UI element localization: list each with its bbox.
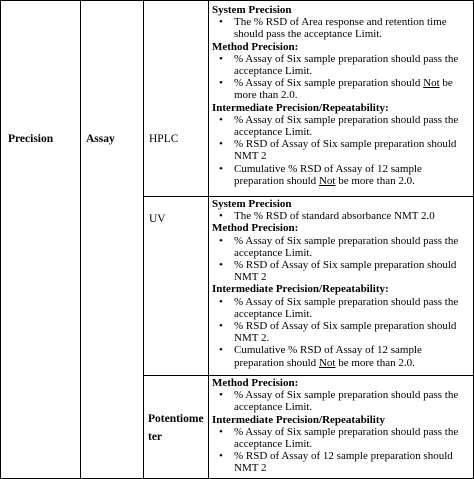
criteria-list [210, 16, 472, 40]
criteria-cell-hplc [210, 4, 472, 187]
table-border-top [0, 0, 474, 1]
criteria-item [210, 77, 472, 101]
parameter-cell: Precision [8, 133, 54, 145]
criteria-item [210, 138, 472, 162]
criteria-heading: System Precision [212, 198, 292, 210]
criteria-list [210, 114, 472, 187]
criteria-text: be more than 2.0. [335, 174, 415, 187]
criteria-text: be more than 2.0. [234, 77, 453, 102]
criteria-list [210, 426, 472, 475]
criteria-item [210, 426, 472, 450]
criteria-list [210, 210, 472, 222]
criteria-text: be more than 2.0. [335, 356, 415, 369]
criteria-cell-uv [210, 198, 472, 369]
column-divider [80, 0, 81, 479]
column-divider [208, 0, 209, 479]
underlined-text: Not [318, 174, 336, 187]
bullet-icon: • [219, 295, 223, 308]
bullet-icon: • [219, 210, 223, 223]
criteria-item [210, 259, 472, 283]
criteria-item [210, 16, 472, 40]
criteria-text: The % RSD of Area response and retention time should pass the acceptance Limit. [234, 16, 447, 41]
criteria-text: % RSD of Assay of Six sample preparation should NMT 2. [234, 320, 457, 345]
criteria-item [210, 114, 472, 138]
criteria-list [210, 53, 472, 102]
method-cell-hplc: HPLC [149, 133, 179, 145]
criteria-heading: Method Precision: [212, 222, 299, 235]
underlined-text: Not [423, 77, 440, 90]
bullet-icon: • [219, 52, 223, 65]
bullet-icon: • [219, 16, 223, 29]
criteria-heading: Intermediate Precision/Repeatability [212, 413, 386, 426]
bullet-icon: • [219, 450, 223, 463]
criteria-cell-potentiometer [210, 377, 472, 475]
underlined-text: Not [318, 356, 336, 369]
criteria-text: % Assay of Six sample preparation should [234, 77, 424, 90]
criteria-item [210, 235, 472, 259]
method-cell-potentiometer: Potentiometer [148, 413, 204, 443]
bullet-icon: • [219, 389, 223, 402]
criteria-heading: Method Precision: [212, 40, 299, 53]
criteria-text: Cumulative % RSD of Assay of 12 sample preparation should [234, 162, 422, 187]
criteria-heading: Method Precision: [212, 377, 299, 389]
bullet-icon: • [219, 162, 223, 175]
criteria-item [210, 450, 472, 474]
criteria-text: % Assay of Six sample preparation should pass the acceptance Limit. [234, 295, 459, 320]
criteria-text: % RSD of Assay of Six sample preparation should NMT 2 [234, 259, 457, 284]
criteria-text: % Assay of Six sample preparation should pass the acceptance Limit. [234, 113, 459, 139]
row-divider [143, 196, 474, 197]
bullet-icon: • [219, 77, 223, 90]
criteria-item [210, 344, 472, 368]
criteria-heading: Intermediate Precision/Repeatability: [212, 283, 389, 296]
criteria-heading: Intermediate Precision/Repeatability: [212, 101, 389, 114]
criteria-item [210, 210, 472, 222]
bullet-icon: • [219, 113, 223, 126]
criteria-heading: System Precision [212, 4, 292, 16]
criteria-list [210, 235, 472, 284]
criteria-list [210, 296, 472, 369]
bullet-icon: • [219, 259, 223, 272]
bullet-icon: • [219, 344, 223, 357]
criteria-item [210, 296, 472, 320]
criteria-list [210, 389, 472, 413]
criteria-text: % Assay of Six sample preparation should pass the acceptance Limit. [234, 234, 459, 259]
criteria-text: % Assay of Six sample preparation should pass the acceptance Limit. [234, 389, 459, 414]
bullet-icon: • [219, 320, 223, 333]
method-cell-uv: UV [149, 213, 166, 225]
criteria-item [210, 163, 472, 187]
criteria-text: % RSD of Assay of Six sample preparation should NMT 2 [234, 138, 457, 163]
column-divider [143, 0, 144, 479]
row-divider [143, 375, 474, 376]
bullet-icon: • [219, 138, 223, 151]
criteria-text: The % RSD of standard absorbance NMT 2.0 [234, 210, 435, 223]
bullet-icon: • [219, 234, 223, 247]
test-cell: Assay [86, 133, 115, 145]
criteria-text: % Assay of Six sample preparation should pass the acceptance Limit. [234, 52, 459, 78]
criteria-item [210, 389, 472, 413]
criteria-item [210, 53, 472, 77]
criteria-item [210, 320, 472, 344]
table-border-left [0, 0, 1, 479]
criteria-text: % RSD of Assay of 12 sample preparation should NMT 2 [234, 450, 453, 475]
criteria-text: % Assay of Six sample preparation should pass the acceptance Limit. [234, 425, 459, 451]
criteria-text: Cumulative % RSD of Assay of 12 sample preparation should [234, 344, 422, 369]
bullet-icon: • [219, 425, 223, 438]
